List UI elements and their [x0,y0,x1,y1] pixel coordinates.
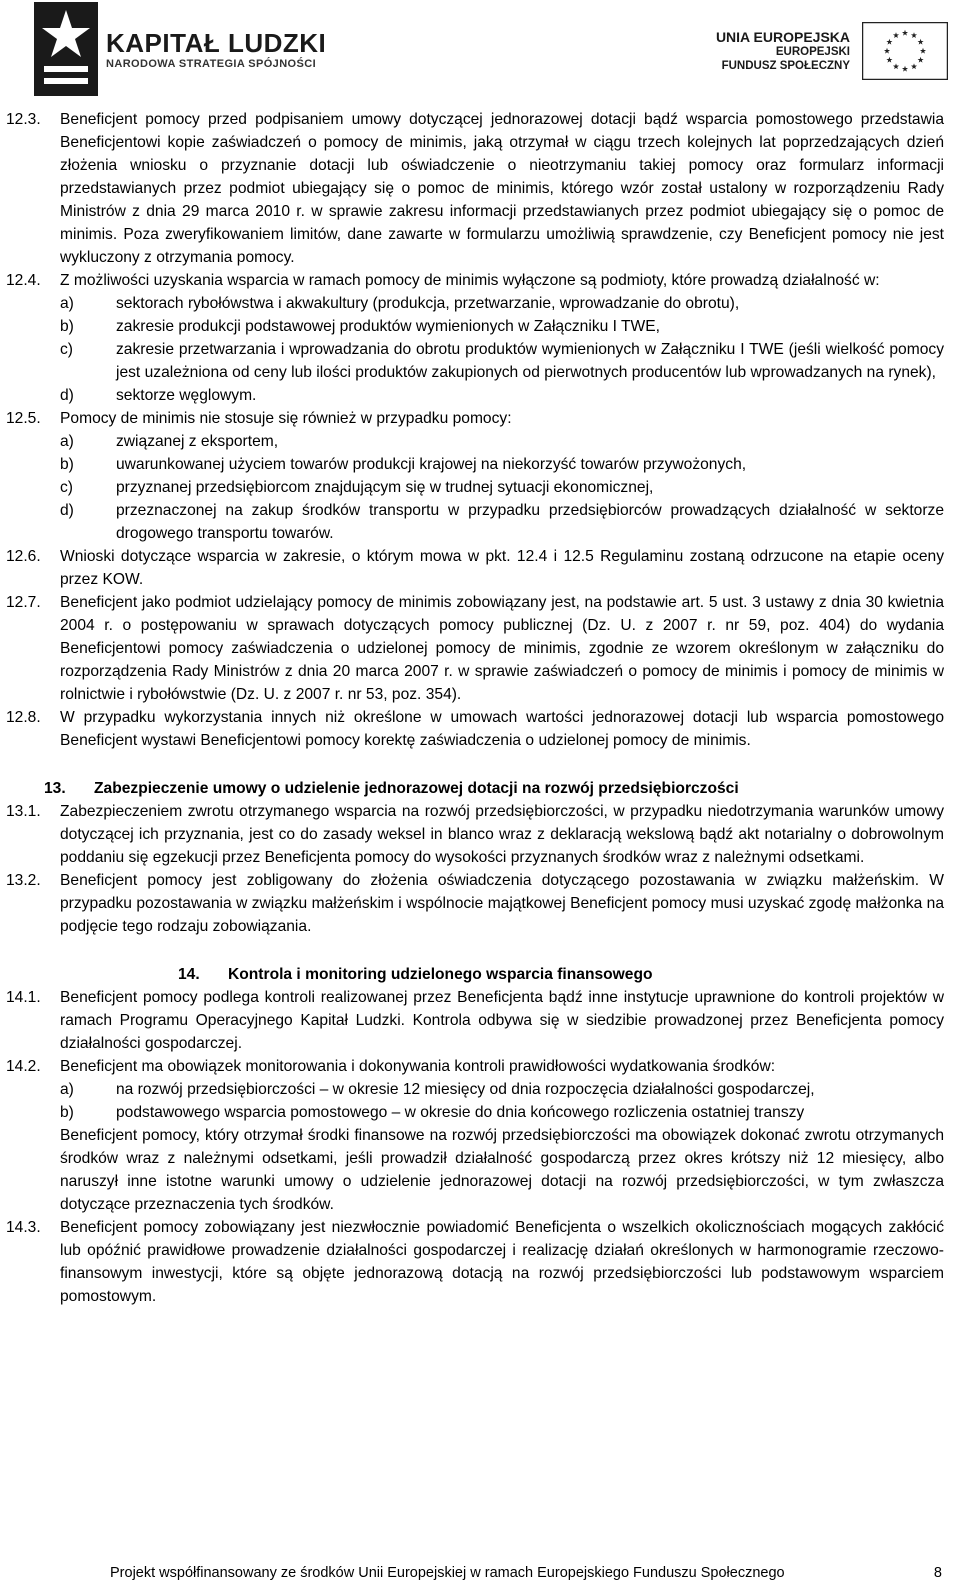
eu-line2: EUROPEJSKI [775,46,850,58]
list-item [0,384,960,407]
section-number: 13.1. [6,803,41,820]
section-text: Beneficjent jako podmiot udzielający pomocy de minimis zobowiązany jest, na podstawie art. 5 ust. 3 ustawy z dnia 30 kwietnia 2004 r. o postępowaniu w sprawach dotyczących pomocy publicznej (Dz. U. z 2007 r. nr 59, poz. 404) do wydania Beneficjentowi pomocy zaświadczenia o udzielonej pomocy de minimis, zgodnie ze wzorem określonym w załączniku do rozporządzenia Rady Ministrów z dnia 20 marca 2007 r. w sprawie zaświadczeń o pomocy de minimis i pomocy de minimis w rolnictwie i rybołówstwie (Dz. U. z 2007 r. nr 53, poz. 354). [60,594,944,703]
list-text: przyznanej przedsiębiorcom znajdującym się w trudnej sytuacji ekonomicznej, [116,479,654,496]
section-number: 12.8. [6,709,41,726]
footer-text: Projekt współfinansowany ze środków Unii Europejskiej w ramach Europejskiego Funduszu Społecznego [110,1565,785,1581]
list-label: a) [60,433,74,450]
kapital-ludzki-subtitle: NARODOWA STRATEGIA SPÓJNOŚCI [106,58,317,70]
list-text: zakresie przetwarzania i wprowadzania do obrotu produktów wymienionych w Załączniku I TWE (jeśli wielkość pomocy jest uzależniona od ceny lub ilości produktów zakupionych od pierwotnych producentów lub wprowadzanych na rynek), [116,341,944,381]
section-text: Pomocy de minimis nie stosuje się również w przypadku pomocy: [60,410,512,427]
heading-14 [0,963,960,986]
eu-line1: UNIA EUROPEJSKA [715,29,850,45]
section-text: Beneficjent pomocy podlega kontroli realizowanej przez Beneficjenta bądź inne instytucje uprawnione do kontroli projektów w ramach Programu Operacyjnego Kapitał Ludzki. Kontrola odbywa się w siedzibie prowadzonej przez Beneficjenta pomocy działalności gospodarczej. [60,989,944,1052]
section-text: Beneficjent ma obowiązek monitorowania i dokonywania kontroli prawidłowości wydatkowania środków: [60,1058,776,1075]
list-item [0,338,960,384]
list-label: b) [60,1104,74,1121]
section-number: 14.1. [6,989,41,1006]
list-label: c) [60,341,73,358]
section-number: 12.6. [6,548,41,565]
list-item [0,1078,960,1101]
section-12-7 [0,591,960,706]
list-text: sektorze węglowym. [116,387,257,404]
section-text: Wnioski dotyczące wsparcia w zakresie, o którym mowa w pkt. 12.4 i 12.5 Regulaminu zostaną odrzucone na etapie oceny przez KOW. [60,548,944,588]
section-text: W przypadku wykorzystania innych niż określone w umowach wartości jednorazowej dotacji lub wsparcia pomostowego Beneficjent wystawi Beneficjentowi pomocy korektę zaświadczenia o udzielonej pomocy de minimis. [60,709,944,749]
heading-title: Kontrola i monitoring udzielonego wsparcia finansowego [228,966,653,983]
heading-13 [0,777,960,800]
section-number: 12.4. [6,272,41,289]
section-14-2 [0,1055,960,1078]
section-text: Zabezpieczeniem zwrotu otrzymanego wsparcia na rozwój przedsiębiorczości, w przypadku niedotrzymania warunków umowy dotyczącej ich przyznania, jest co do zasady weksel in blanco wraz z deklaracją wekslową bądź akt notarialny o dobrowolnym poddaniu się egzekucji przez Beneficjenta pomocy do wysokości przyznanych środków wraz z należnymi odsetkami. [60,803,944,866]
section-14-1 [0,986,960,1055]
list-item [0,430,960,453]
section-text: Z możliwości uzyskania wsparcia w ramach pomocy de minimis wyłączone są podmioty, które prowadzą działalność w: [60,272,880,289]
section-12-8 [0,706,960,752]
list-label: a) [60,295,74,312]
kapital-ludzki-title: KAPITAŁ LUDZKI [106,28,327,58]
kapital-ludzki-emblem-icon [34,2,98,96]
section-14-2-continuation: Beneficjent pomocy, który otrzymał środki finansowe na rozwój przedsiębiorczości ma obowiązek dokonać zwrotu otrzymanych środków wraz z należnymi odsetkami, jeśli prowadził działalność gospodarczą przez okres krótszy niż 12 miesięcy, albo naruszył inne istotne warunki umowy o udzielenie jednorazowej dotacji na rozwój przedsiębiorczości, w tym zwłaszcza dotyczące przeznaczenia tych środków. [60,1127,944,1213]
section-text: Beneficjent pomocy jest zobligowany do złożenia oświadczenia dotyczącego pozostawania w związku małżeńskim. W przypadku pozostawania w związku małżeńskim i wspólnocie majątkowej Beneficjent pomocy musi uzyskać zgodę małżonka na podjęcie tego rodzaju zobowiązania. [60,872,944,935]
eu-flag-icon [862,22,948,80]
section-13-2 [0,869,960,938]
section-text: Beneficjent pomocy przed podpisaniem umowy dotyczącej jednorazowej dotacji bądź wsparcia pomostowego przedstawia Beneficjentowi kopie zaświadczeń o pomocy de minimis, jaką otrzymał w ciągu trzech kolejnych lat poprzedzających dzień złożenia wniosku o przyznanie dotacji lub oświadczenie o nieotrzymaniu takiej pomocy oraz formularz informacji przedstawianych przez podmiot ubiegający się o pomoc de minimis, którego wzór został ustalony w rozporządzeniu Rady Ministrów z dnia 29 marca 2010 r. w sprawie zakresu informacji przedstawianych przez podmiot ubiegający się o pomoc de minimis. Poza zweryfikowaniem limitów, dane zawarte w formularzu umożliwią sprawdzenie, czy Beneficjent pomocy nie jest wykluczony z otrzymania pomocy. [60,111,944,266]
list-item [0,1101,960,1124]
section-13-1 [0,800,960,869]
heading-number: 14. [178,966,200,983]
section-12-4 [0,269,960,292]
section-text: Beneficjent pomocy zobowiązany jest niezwłocznie powiadomić Beneficjenta o wszelkich okolicznościach mogących zakłócić lub opóźnić prawidłowe prowadzenie działalności gospodarczej i realizację działań określonych w harmonogramie rzeczowo-finansowym inwestycji, które są objęte jednorazową dotacją na rozwój przedsiębiorczości lub podstawowym wsparciem pomostowym. [60,1219,944,1305]
list-text: przeznaczonej na zakup środków transportu w przypadku przedsiębiorców prowadzących działalność w sektorze drogowego transportu towarów. [116,502,944,542]
list-label: b) [60,318,74,335]
list-item [0,292,960,315]
eu-line3: FUNDUSZ SPOŁECZNY [721,60,850,72]
list-item [0,315,960,338]
list-label: b) [60,456,74,473]
list-label: d) [60,502,74,519]
heading-number: 13. [44,780,66,797]
list-item [0,499,960,545]
list-text: sektorach rybołówstwa i akwakultury (produkcja, przetwarzanie, wprowadzanie do obrotu), [116,295,740,312]
section-14-3 [0,1216,960,1308]
document-body [0,108,960,1308]
list-label: c) [60,479,73,496]
section-number: 14.3. [6,1219,41,1236]
list-item [0,476,960,499]
section-number: 12.3. [6,111,41,128]
page-number: 8 [933,1565,942,1581]
page-header [0,0,960,100]
section-12-5 [0,407,960,430]
list-text: zakresie produkcji podstawowej produktów wymienionych w Załączniku I TWE, [116,318,660,335]
section-number: 12.5. [6,410,41,427]
section-number: 12.7. [6,594,41,611]
section-12-3 [0,108,960,269]
list-text: podstawowego wsparcia pomostowego – w okresie do dnia końcowego rozliczenia ostatniej transzy [116,1104,805,1121]
list-text: uwarunkowanej użyciem towarów produkcji krajowej na niekorzyść towarów przywożonych, [116,456,747,473]
section-number: 13.2. [6,872,41,889]
eu-logo [716,22,948,80]
kapital-ludzki-logo [34,2,326,96]
section-number: 14.2. [6,1058,41,1075]
section-12-6 [0,545,960,591]
heading-title: Zabezpieczenie umowy o udzielenie jednorazowej dotacji na rozwój przedsiębiorczości [94,780,739,797]
list-label: d) [60,387,74,404]
list-text: związanej z eksportem, [116,433,279,450]
list-item [0,453,960,476]
list-label: a) [60,1081,74,1098]
list-text: na rozwój przedsiębiorczości – w okresie 12 miesięcy od dnia rozpoczęcia działalności gospodarczej, [116,1081,815,1098]
